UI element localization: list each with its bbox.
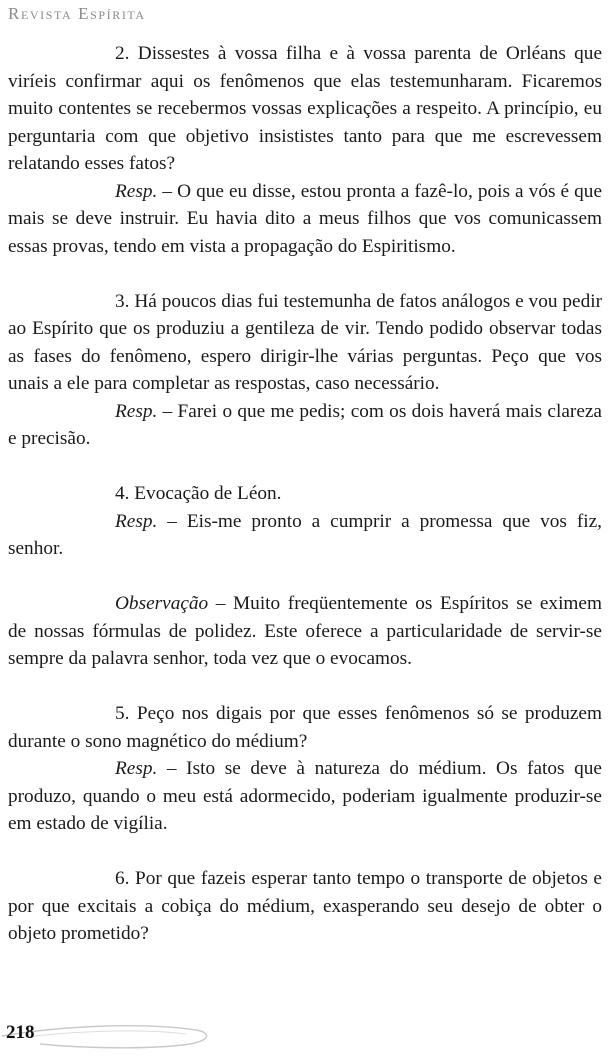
paragraph-text: 6. Por que fazeis esperar tanto tempo o transporte de objetos e por que excitais a cobiça do médium, exasperando seu desejo de obter o objeto prometido? xyxy=(8,868,602,944)
paragraph-answer-5 xyxy=(8,755,602,838)
answer-label: Resp. xyxy=(115,510,158,532)
paragraph-text: – Eis-me pronto a cumprir a promessa que vos fiz, senhor. xyxy=(8,510,602,559)
answer-label: Resp. xyxy=(115,180,158,202)
page-body xyxy=(8,40,602,948)
paragraph-text: – Farei o que me pedis; com os dois haverá mais clareza e precisão. xyxy=(8,400,602,449)
footer-swoosh-ornament xyxy=(0,1010,230,1050)
observation-label: Observação xyxy=(115,593,209,614)
paragraph-answer-4 xyxy=(8,508,602,563)
paragraph-question-2 xyxy=(8,40,602,178)
paragraph-answer-3 xyxy=(8,398,602,453)
paragraph-question-6 xyxy=(8,865,602,948)
paragraph-answer-2 xyxy=(8,178,602,261)
paragraph-question-3 xyxy=(8,288,602,398)
paragraph-text: – Isto se deve à natureza do médium. Os fatos que produzo, quando o meu está adormecido, poderiam igualmente produzir-se em estado de vigília. xyxy=(8,758,602,834)
paragraph-text: 5. Peço nos digais por que esses fenômenos só se produzem durante o sono magnético do médium? xyxy=(8,703,602,752)
paragraph-question-4 xyxy=(8,480,602,508)
paragraph-text: 4. Evocação de Léon. xyxy=(115,483,282,504)
paragraph-question-5 xyxy=(8,700,602,755)
paragraph-text: – Muito freqüentemente os Espíritos se eximem de nossas fórmulas de polidez. Este oferece a particularidade de servir-se sempre da palavra senhor, toda vez que o evocamos. xyxy=(8,593,602,669)
page-number: 218 xyxy=(6,1022,35,1043)
paragraph-text: 3. Há poucos dias fui testemunha de fatos análogos e vou pedir ao Espírito que os produziu a gentileza de vir. Tendo podido observar todas as fases do fenômeno, espero dirigir-lhe várias perguntas. Peço que vos unais a ele para completar as respostas, caso necessário. xyxy=(8,290,602,394)
paragraph-text: – O que eu disse, estou pronta a fazê-lo, pois a vós é que mais se deve instruir. Eu havia dito a meus filhos que vos comunicassem essas provas, tendo em vista a propagação do Espiritismo. xyxy=(8,180,602,257)
paragraph-text: 2. Dissestes à vossa filha e à vossa parenta de Orléans que viríeis confirmar aqui os fenômenos que elas testemunharam. Ficaremos muito contentes se recebermos vossas explicações a respeito. A princípio, eu perguntaria com que objetivo insististes tanto para que me escrevessem relatando esses fatos? xyxy=(8,43,602,174)
running-header: Revista Espírita xyxy=(8,4,146,23)
paragraph-observation xyxy=(8,590,602,673)
answer-label: Resp. xyxy=(115,758,158,779)
answer-label: Resp. xyxy=(115,400,158,422)
